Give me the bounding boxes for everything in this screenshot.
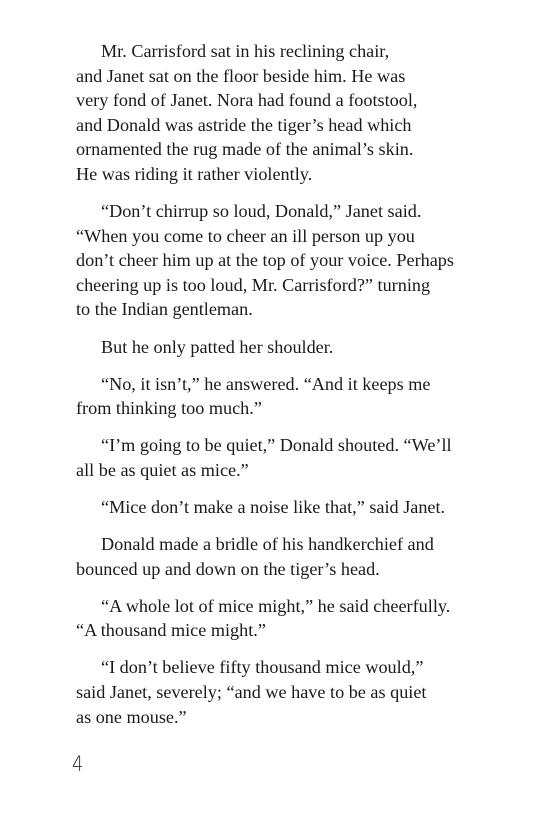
- paragraph-4: “No, it isn’t,” he answered. “And it keeps me from thinking too much.”: [76, 373, 431, 419]
- paragraph-9: “I don’t believe fifty thousand mice would,” said Janet, severely; “and we have to be as quiet as one mouse.”: [76, 657, 427, 727]
- page-number: 4: [72, 752, 84, 776]
- paragraph-2: “Don’t chirrup so loud, Donald,” Janet said. “When you come to cheer an ill person up you don’t cheer him up at the top of your voice. Perhaps cheering up is too loud, Mr. Carrisford?” turning to the Indian gentleman.: [76, 201, 454, 320]
- paragraph-8: “A whole lot of mice might,” he said cheerfully. “A thousand mice might.”: [76, 595, 451, 641]
- body-text: [76, 39, 476, 742]
- paragraph-1: Mr. Carrisford sat in his reclining chair, and Janet sat on the floor beside him. He was very fond of Janet. Nora had found a footstool, and Donald was astride the tiger’s head which ornamented the rug made of the animal’s skin. He was riding it rather violently.: [76, 41, 418, 184]
- paragraph-6: “Mice don’t make a noise like that,” said Janet.: [101, 497, 446, 517]
- paragraph-7: Donald made a bridle of his handkerchief and bounced up and down on the tiger’s head.: [76, 534, 434, 579]
- paragraph-5: “I’m going to be quiet,” Donald shouted. “We’ll all be as quiet as mice.”: [76, 435, 452, 480]
- paragraph-3: But he only patted her shoulder.: [101, 336, 334, 357]
